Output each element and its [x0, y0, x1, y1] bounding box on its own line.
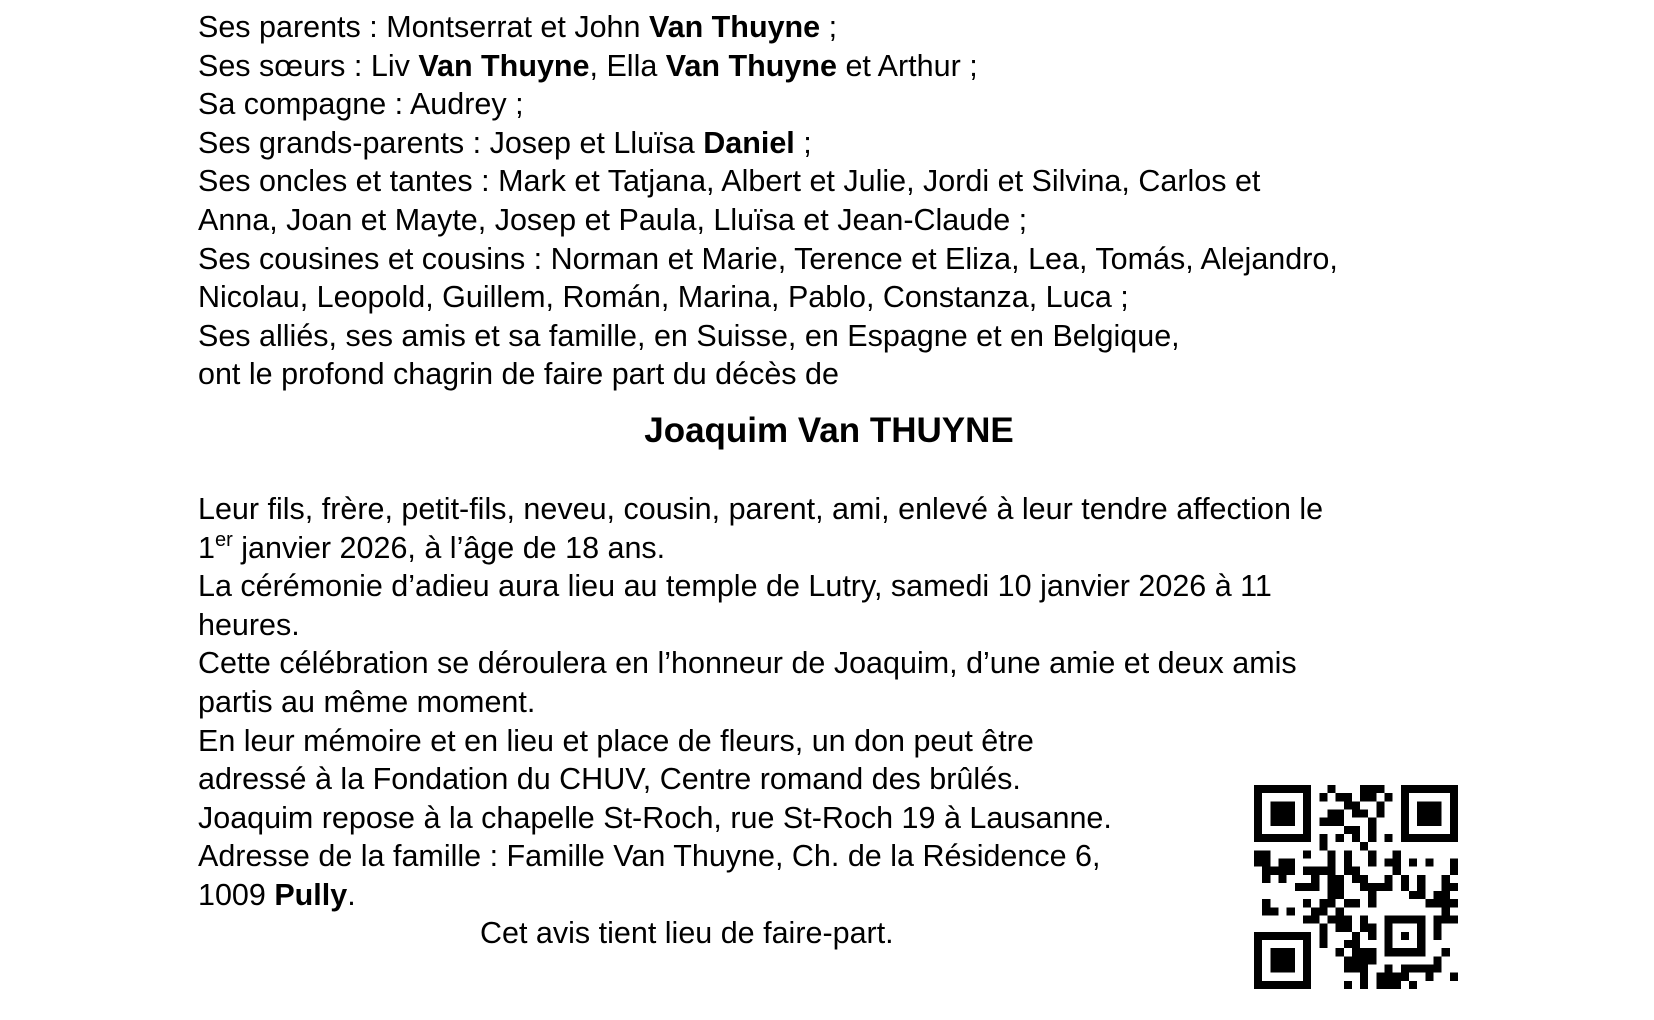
address-city: Pully [274, 877, 348, 912]
uncles-line-1: Ses oncles et tantes : Mark et Tatjana, Albert et Julie, Jordi et Silvina, Carlos et [198, 164, 1261, 199]
companion-line: Sa compagne : Audrey ; [198, 87, 524, 122]
celebration-line-1: Cette célébration se déroulera en l’honneur de Joaquim, d’une amie et deux amis [198, 646, 1297, 681]
grandparents-label: Ses grands-parents : Josep et Lluïsa [198, 125, 704, 160]
parents-end: ; [820, 10, 838, 44]
address-line-1: Adresse de la famille : Famille Van Thuyne, Ch. de la Résidence 6, [198, 839, 1101, 874]
cousins-line-2: Nicolau, Leopold, Guillem, Román, Marina, Pablo, Constanza, Luca ; [198, 280, 1129, 315]
announce-line: ont le profond chagrin de faire part du décès de [198, 357, 839, 392]
rest-line: Joaquim repose à la chapelle St-Roch, rue St-Roch 19 à Lausanne. [198, 800, 1112, 835]
grandparents-surname: Daniel [703, 125, 795, 160]
address-end: . [347, 877, 356, 912]
sisters-line [198, 47, 1498, 86]
sisters-label: Ses sœurs : [198, 48, 371, 83]
sisters-b: , Ella [589, 48, 666, 83]
parents-label: Ses parents : [198, 10, 387, 44]
surname-bold: Van Thuyne [418, 48, 590, 83]
ceremony-line-2: heures. [198, 607, 300, 642]
closing-line: Cet avis tient lieu de faire-part. [480, 916, 894, 951]
cousins-line-1: Ses cousines et cousins : Norman et Marie, Terence et Eliza, Lea, Tomás, Alejandro, [198, 241, 1338, 276]
ceremony-line-1: La cérémonie d’adieu aura lieu au temple de Lutry, samedi 10 janvier 2026 à 11 [198, 569, 1272, 604]
grandparents-line [198, 124, 1498, 163]
memory-line-2: adressé à la Fondation du CHUV, Centre romand des brûlés. [198, 762, 1021, 797]
deceased-name: Joaquim Van THUYNE [644, 410, 1014, 450]
sisters-end: et Arthur ; [836, 48, 978, 83]
grandparents-end: ; [794, 125, 812, 160]
date-day: 1 [198, 530, 215, 565]
sisters-a: Liv [370, 48, 419, 83]
date-rest: janvier 2026, à l’âge de 18 ans. [232, 530, 666, 565]
uncles-line-2: Anna, Joan et Mayte, Josep et Paula, Lluïsa et Jean-Claude ; [198, 202, 1028, 237]
body-line-1: Leur fils, frère, petit-fils, neveu, cousin, parent, ami, enlevé à leur tendre affection le [198, 491, 1324, 526]
allies-line: Ses alliés, ses amis et sa famille, en Suisse, en Espagne et en Belgique, [198, 318, 1180, 353]
parents-names: Montserrat et John [386, 10, 649, 44]
surname-bold: Van Thuyne [648, 10, 821, 44]
surname-bold: Van Thuyne [665, 48, 837, 83]
address-zip: 1009 [198, 877, 275, 912]
date-superscript: er [214, 528, 233, 551]
memory-line-1: En leur mémoire et en lieu et place de fleurs, un don peut être [198, 723, 1034, 758]
qr-code-icon [1254, 785, 1458, 989]
celebration-line-2: partis au même moment. [198, 684, 536, 719]
parents-line [198, 8, 1498, 47]
date-line [198, 529, 1498, 568]
